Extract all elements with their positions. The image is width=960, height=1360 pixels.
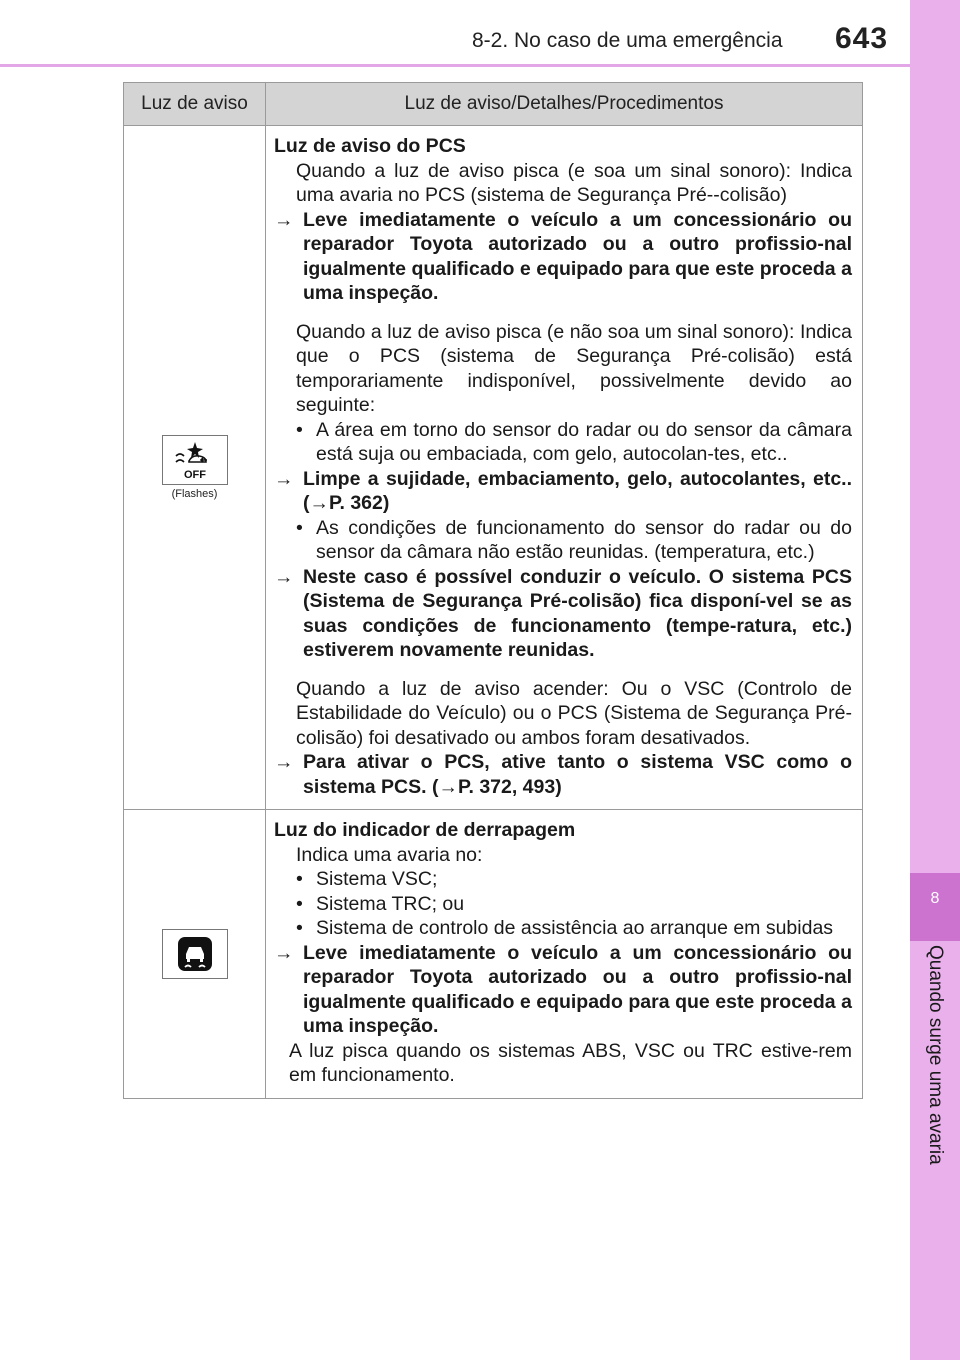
list-item: • A área em torno do sensor do radar ou do sensor da câmara está suja ou embaciada, com gelo, autocolan-tes, etc.. xyxy=(296,418,852,465)
header-divider xyxy=(0,64,910,67)
arrow-icon: → xyxy=(274,941,294,964)
condition-text: Quando a luz de aviso acender: Ou o VSC (Controlo de Estabilidade do Veículo) ou o PCS (Sistema de Segurança Pré-colisão) foi desativado ou ambos foram desativados. xyxy=(296,677,852,749)
table-row xyxy=(124,809,862,1098)
action-text: → Para ativar o PCS, ative tanto o sistema VSC como o sistema PCS. (→P. 372, 493) xyxy=(274,751,852,798)
action-text: → Neste caso é possível conduzir o veículo. O sistema PCS (Sistema de Segurança Pré-colisão) fica disponí-vel se as suas condições de funcionamento (tempe-ratura, etc.) estiverem novamente reunidas. xyxy=(274,565,852,661)
chapter-title: Quando surge uma avaria xyxy=(925,945,946,1165)
condition-text: Quando a luz de aviso pisca (e não soa um sinal sonoro): Indica que o PCS (sistema de Segurança Pré-colisão) está temporariamente indisponível, possivelmente devido ao seguinte: xyxy=(296,320,852,416)
warning-light-table xyxy=(123,82,863,1099)
light-title: Luz do indicador de derrapagem xyxy=(274,819,576,841)
action-text: → Leve imediatamente o veículo a um concessionário ou reparador Toyota autorizado ou a outro profissio-nal igualmente qualificado e equipado para que este proceda a uma inspeção. xyxy=(274,941,852,1037)
table-row xyxy=(124,125,862,809)
condition-text: Indica uma avaria no: xyxy=(296,843,483,866)
details-cell xyxy=(266,810,862,1098)
note-text: A luz pisca quando os sistemas ABS, VSC ou TRC estive-rem em funcionamento. xyxy=(289,1039,852,1086)
page-reference[interactable]: P. 372, 493) xyxy=(457,775,562,798)
bullet-icon: • xyxy=(296,917,303,939)
details-cell xyxy=(266,126,862,809)
action-text: → Limpe a sujidade, embaciamento, gelo, autocolantes, etc.. (→P. 362) xyxy=(274,467,852,514)
light-title: Luz de aviso do PCS xyxy=(274,135,466,157)
warning-light-cell xyxy=(124,126,266,809)
chapter-number: 8 xyxy=(930,890,940,907)
page-number: 643 xyxy=(835,22,889,55)
arrow-icon: → xyxy=(438,775,458,798)
bullet-icon: • xyxy=(296,516,303,539)
list-item: • Sistema de controlo de assistência ao arranque em subidas xyxy=(296,917,834,939)
svg-text:OFF: OFF xyxy=(183,469,206,480)
list-item: • Sistema VSC; xyxy=(296,868,438,890)
column-header-light: Luz de aviso xyxy=(124,83,266,125)
arrow-icon: → xyxy=(309,492,329,514)
arrow-icon: → xyxy=(274,751,294,773)
arrow-icon: → xyxy=(274,208,294,231)
page-reference[interactable]: P. 362) xyxy=(329,492,390,514)
warning-light-cell xyxy=(124,810,266,1098)
section-title: 8-2. No caso de uma emergência xyxy=(472,29,783,52)
list-item: • Sistema TRC; ou xyxy=(296,892,465,915)
column-header-details: Luz de aviso/Detalhes/Procedimentos xyxy=(404,93,724,114)
slip-indicator-icon xyxy=(162,929,228,979)
arrow-icon: → xyxy=(274,467,294,490)
arrow-icon: → xyxy=(274,565,294,588)
action-text: → Leve imediatamente o veículo a um concessionário ou reparador Toyota autorizado ou a outro profissio-nal igualmente qualificado e equipado para que este proceda a uma inspeção. xyxy=(274,208,852,304)
condition-text: Quando a luz de aviso pisca (e soa um sinal sonoro): Indica uma avaria no PCS (sistema de Segurança Pré--colisão) xyxy=(296,159,852,206)
list-item: • As condições de funcionamento do sensor do radar ou do sensor da câmara não estão reunidas. (temperatura, etc.) xyxy=(296,516,852,563)
flashes-caption: (Flashes) xyxy=(171,488,218,500)
table-header-row xyxy=(124,83,862,125)
bullet-icon: • xyxy=(296,892,303,915)
bullet-icon: • xyxy=(296,418,303,441)
bullet-icon: • xyxy=(296,868,303,890)
pcs-off-warning-icon xyxy=(162,435,228,485)
